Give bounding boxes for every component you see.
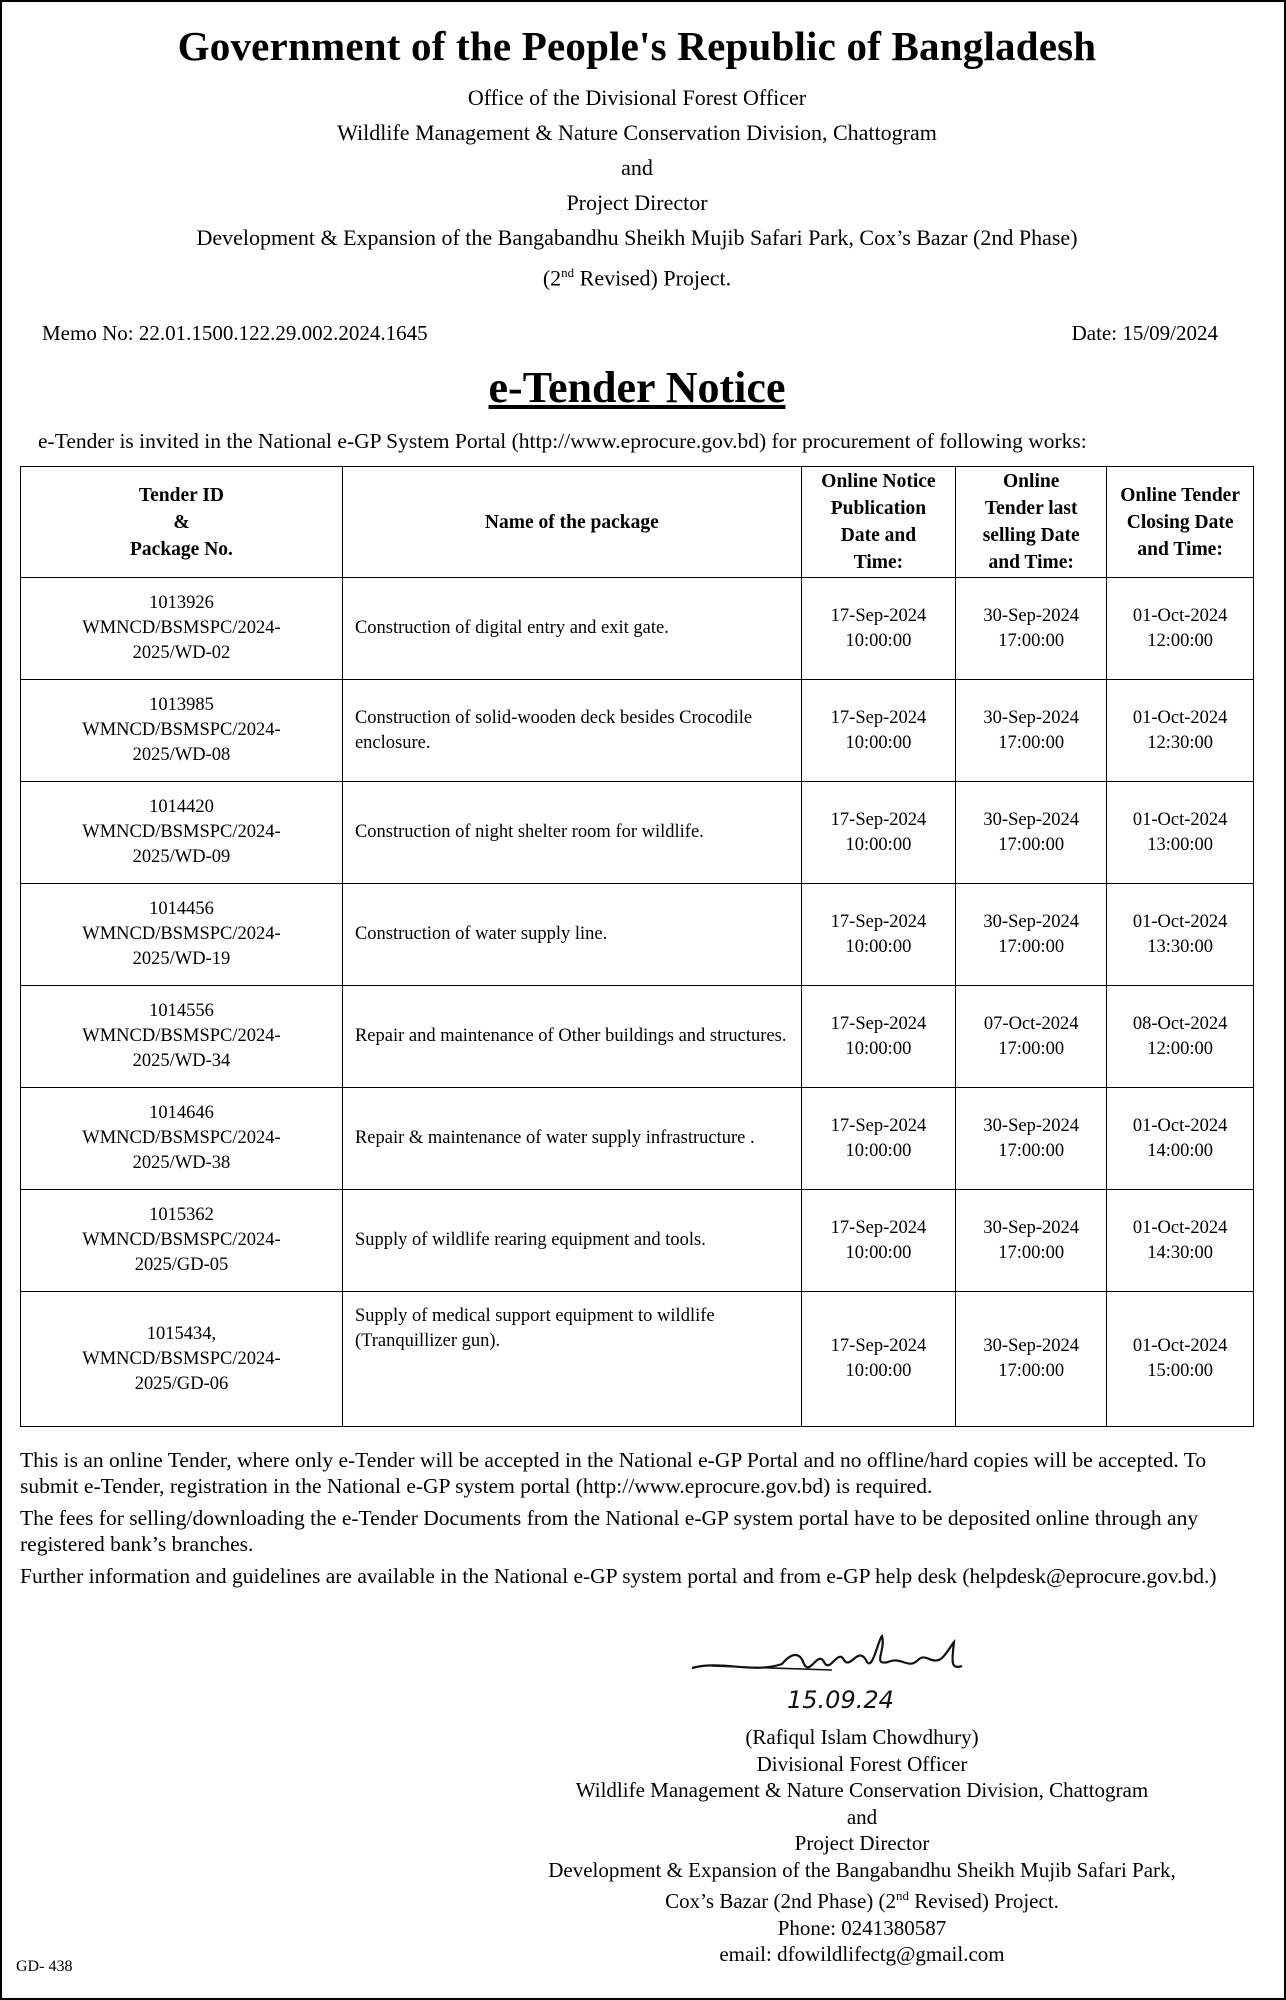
table-header-row [21,467,1254,578]
package-name-cell-value: Construction of night shelter room for wildlife. [354,822,704,843]
tender-id-cell [21,578,343,680]
table-row [21,1190,1254,1292]
column-header [1107,467,1254,578]
publication-date-cell-value: 17-Sep-2024 [830,1013,927,1034]
selling-date-cell-value: 17:00:00 [998,834,1065,855]
column-header-line: Closing Date [1126,511,1234,533]
publication-date-cell [801,1190,955,1292]
closing-date-cell-value: 01-Oct-2024 [1132,1115,1228,1136]
publication-date-cell-value: 10:00:00 [845,732,912,753]
column-header-line: and Time: [1137,538,1223,560]
tender-id-cell-value: WMNCD/BSMSPC/2024- [82,924,281,945]
selling-date-cell [956,1088,1107,1190]
closing-date-cell-value: 01-Oct-2024 [1132,707,1228,728]
package-name-cell [342,1088,801,1190]
table-row [21,884,1254,986]
selling-date-cell [956,986,1107,1088]
column-header-line: Online Tender [1120,484,1240,506]
publication-date-cell-value: 10:00:00 [845,1242,912,1263]
tender-id-cell-value: 1015434, [146,1323,217,1344]
intro-paragraph: e-Tender is invited in the National e-GP System Portal (http://www.eprocure.gov.bd) for procurement of following works: [38,429,1087,454]
publication-date-cell-value: 17-Sep-2024 [830,1115,927,1136]
publication-date-cell [801,680,955,782]
selling-date-cell [956,884,1107,986]
selling-date-cell-value: 30-Sep-2024 [983,707,1079,728]
letterhead [20,22,1254,295]
project-line-2-pre: Cox’s Bazar (2nd Phase) (2 [665,1889,897,1913]
package-name-cell-value: Construction of solid-wooden deck besides Crocodile enclosure. [354,707,753,753]
footer-paragraph-1: This is an online Tender, where only e-Tender will be accepted in the National e-GP Portal and no offline/hard copies will be accepted. To submit e-Tender, registration in the National e-GP system portal (http://www.eprocure.gov.bd) is required. [20,1448,1207,1499]
table-row [21,1292,1254,1427]
project-line-2-sup: nd [896,1888,910,1903]
tender-id-cell-value: 2025/WD-38 [132,1153,231,1174]
selling-date-cell-value: 30-Sep-2024 [983,1217,1079,1238]
tender-id-cell-value: 1014646 [149,1103,214,1124]
package-name-cell [342,986,801,1088]
publication-date-cell [801,884,955,986]
selling-date-cell [956,1292,1107,1427]
footer-text [20,1447,1250,1589]
column-header [21,467,343,578]
closing-date-cell-value: 01-Oct-2024 [1132,809,1228,830]
package-name-cell-value: Repair & maintenance of water supply infrastructure . [354,1128,755,1149]
column-header [956,467,1107,578]
closing-date-cell [1107,1292,1254,1427]
tender-id-cell-value: WMNCD/BSMSPC/2024- [82,1230,281,1251]
office-line: Office of the Divisional Forest Officer [467,85,807,110]
table-row [21,986,1254,1088]
column-header [342,467,801,578]
closing-date-cell-value: 12:00:00 [1147,630,1214,651]
package-name-cell-value: Supply of wildlife rearing equipment and tools. [354,1230,706,1251]
column-header-line: Online Notice [821,471,936,493]
selling-date-cell-value: 17:00:00 [998,630,1065,651]
closing-date-cell [1107,782,1254,884]
tender-id-cell [21,986,343,1088]
closing-date-cell-value: 12:30:00 [1147,732,1214,753]
signature-date: 15.09.24 [787,1686,894,1714]
signatory-and: and [846,1804,878,1829]
footer-paragraph-2: The fees for selling/downloading the e-Tender Documents from the National e-GP system portal have to be deposited online through any registered bank’s branches. [20,1506,1199,1557]
project-line-2-post: Revised) Project. [909,1889,1059,1913]
selling-date-cell-value: 07-Oct-2024 [983,1013,1079,1034]
tender-id-cell-value: WMNCD/BSMSPC/2024- [82,720,281,741]
selling-date-cell-value: 17:00:00 [998,936,1065,957]
tender-id-cell-value: WMNCD/BSMSPC/2024- [82,822,281,843]
revised-sup: nd [561,265,575,280]
closing-date-cell-value: 01-Oct-2024 [1132,911,1228,932]
tender-id-cell-value: 2025/WD-19 [132,949,231,970]
column-header-line: Date and [840,525,917,547]
column-header-line: selling Date [982,525,1080,547]
publication-date-cell-value: 17-Sep-2024 [830,1336,927,1357]
tender-id-cell [21,782,343,884]
publication-date-cell [801,1292,955,1427]
memo-row [42,321,1218,346]
selling-date-cell-value: 30-Sep-2024 [983,809,1079,830]
closing-date-cell-value: 15:00:00 [1147,1361,1214,1382]
selling-date-cell [956,1190,1107,1292]
tender-id-cell-value: WMNCD/BSMSPC/2024- [82,618,281,639]
publication-date-cell-value: 10:00:00 [845,1140,912,1161]
tender-id-cell-value: 2025/WD-34 [132,1051,231,1072]
tender-id-cell-value: WMNCD/BSMSPC/2024- [82,1348,281,1369]
publication-date-cell-value: 17-Sep-2024 [830,605,927,626]
tender-id-cell-value: 2025/WD-02 [132,643,231,664]
publication-date-cell-value: 10:00:00 [845,936,912,957]
signatory-project-director: Project Director [794,1831,930,1855]
signatory-title: Divisional Forest Officer [756,1751,968,1776]
table-body [21,578,1254,1427]
column-header-line: Publication [830,498,927,520]
selling-date-cell [956,680,1107,782]
selling-date-cell-value: 17:00:00 [998,1361,1065,1382]
selling-date-cell-value: 30-Sep-2024 [983,1115,1079,1136]
column-header-line: Tender last [984,498,1078,520]
project-director-line: Project Director [566,190,708,215]
publication-date-cell-value: 17-Sep-2024 [830,1217,927,1238]
publication-date-cell-value: 10:00:00 [845,1038,912,1059]
closing-date-cell-value: 08-Oct-2024 [1132,1013,1228,1034]
tender-id-cell-value: 1013985 [149,695,214,716]
tender-id-cell [21,1292,343,1427]
revised-line [20,255,1254,295]
tender-table [20,466,1254,1427]
package-name-cell-value: Repair and maintenance of Other buildings and structures. [354,1026,787,1047]
selling-date-cell-value: 17:00:00 [998,1242,1065,1263]
column-header-line: and Time: [988,552,1074,574]
package-name-cell [342,782,801,884]
selling-date-cell-value: 30-Sep-2024 [983,911,1079,932]
package-name-cell-value: Construction of water supply line. [354,924,608,945]
table-row [21,782,1254,884]
closing-date-cell [1107,578,1254,680]
publication-date-cell-value: 17-Sep-2024 [830,911,927,932]
government-title: Government of the People's Republic of Bangladesh [177,23,1097,69]
selling-date-cell [956,578,1107,680]
selling-date-cell-value: 30-Sep-2024 [983,1336,1079,1357]
publication-date-cell [801,782,955,884]
publication-date-cell-value: 17-Sep-2024 [830,707,927,728]
revised-pre: (2 [542,265,562,291]
publication-date-cell-value: 17-Sep-2024 [830,809,927,830]
tender-id-cell-value: 2025/GD-05 [134,1255,229,1276]
tender-id-cell-value: 2025/GD-06 [134,1373,229,1394]
column-header-line: Package No. [130,538,233,560]
tender-id-cell-value: 1014420 [149,797,214,818]
closing-date-cell-value: 13:30:00 [1147,936,1214,957]
notice-title: e-Tender Notice [488,363,786,413]
signatory-division: Wildlife Management & Nature Conservation Division, Chattogram [575,1778,1149,1802]
closing-date-cell [1107,680,1254,782]
publication-date-cell-value: 10:00:00 [845,834,912,855]
package-name-cell [342,884,801,986]
tender-id-cell-value: 1014456 [149,899,214,920]
tender-id-cell-value: WMNCD/BSMSPC/2024- [82,1128,281,1149]
closing-date-cell-value: 01-Oct-2024 [1132,1336,1228,1357]
selling-date-cell-value: 17:00:00 [998,1140,1065,1161]
signatory-phone: Phone: 0241380587 [777,1915,947,1940]
closing-date-cell-value: 14:30:00 [1147,1242,1214,1263]
publication-date-cell-value: 10:00:00 [845,630,912,651]
handwritten-signature [682,1630,982,1722]
package-name-cell-value: Construction of digital entry and exit gate. [354,618,669,639]
closing-date-cell-value: 14:00:00 [1147,1140,1214,1161]
closing-date-cell-value: 01-Oct-2024 [1132,605,1228,626]
signatory-project-line-2 [482,1883,1242,1915]
selling-date-cell-value: 17:00:00 [998,1038,1065,1059]
package-name-cell [342,1190,801,1292]
footer-paragraph-3: Further information and guidelines are available in the National e-GP system portal and from e-GP help desk (helpdesk@eprocure.gov.bd.) [20,1564,1217,1589]
package-name-cell [342,680,801,782]
tender-id-cell-value: 1014556 [149,1001,214,1022]
closing-date-cell-value: 01-Oct-2024 [1132,1217,1228,1238]
tender-id-cell [21,1088,343,1190]
tender-id-cell-value: 2025/WD-08 [132,745,231,766]
project-line: Development & Expansion of the Bangabandhu Sheikh Mujib Safari Park, Cox’s Bazar (2nd Phase) [196,225,1078,250]
package-name-cell [342,1292,801,1427]
column-header-line: Time: [853,552,904,574]
tender-id-cell-value: 1013926 [149,593,214,614]
tender-id-cell-value: 1015362 [149,1205,214,1226]
tender-id-cell [21,884,343,986]
selling-date-cell [956,782,1107,884]
tender-id-cell [21,1190,343,1292]
signatory-email: email: dfowildlifectg@gmail.com [719,1942,1005,1966]
gd-code: GD- 438 [16,1958,73,1975]
column-header [801,467,955,578]
revised-post: Revised) Project. [574,265,732,291]
signature-block [482,1630,1242,1968]
selling-date-cell-value: 17:00:00 [998,732,1065,753]
tender-id-cell [21,680,343,782]
closing-date-cell [1107,1190,1254,1292]
package-name-cell [342,578,801,680]
and-line: and [621,155,653,180]
memo-number: Memo No: 22.01.1500.122.29.002.2024.1645 [42,321,428,346]
division-line: Wildlife Management & Nature Conservation Division, Chattogram [337,120,937,145]
closing-date-cell [1107,1088,1254,1190]
column-header-line: Tender ID [138,484,224,506]
package-name-cell-value: Supply of medical support equipment to wildlife (Tranquillizer gun). [354,1306,715,1352]
tender-id-cell-value: WMNCD/BSMSPC/2024- [82,1026,281,1047]
publication-date-cell-value: 10:00:00 [845,1361,912,1382]
signatory-name: (Rafiqul Islam Chowdhury) [745,1725,979,1749]
column-header-line: & [173,511,190,533]
publication-date-cell [801,578,955,680]
memo-date: Date: 15/09/2024 [1071,321,1218,346]
closing-date-cell-value: 13:00:00 [1147,834,1214,855]
column-header-line: Name of the package [484,511,659,533]
table-row [21,680,1254,782]
publication-date-cell [801,986,955,1088]
closing-date-cell-value: 12:00:00 [1147,1038,1214,1059]
column-header-line: Online [1003,471,1060,493]
closing-date-cell [1107,986,1254,1088]
closing-date-cell [1107,884,1254,986]
signatory-project-line-1: Development & Expansion of the Bangabandhu Sheikh Mujib Safari Park, [548,1857,1176,1882]
table-row [21,1088,1254,1190]
publication-date-cell [801,1088,955,1190]
selling-date-cell-value: 30-Sep-2024 [983,605,1079,626]
tender-id-cell-value: 2025/WD-09 [132,847,231,868]
table-row [21,578,1254,680]
